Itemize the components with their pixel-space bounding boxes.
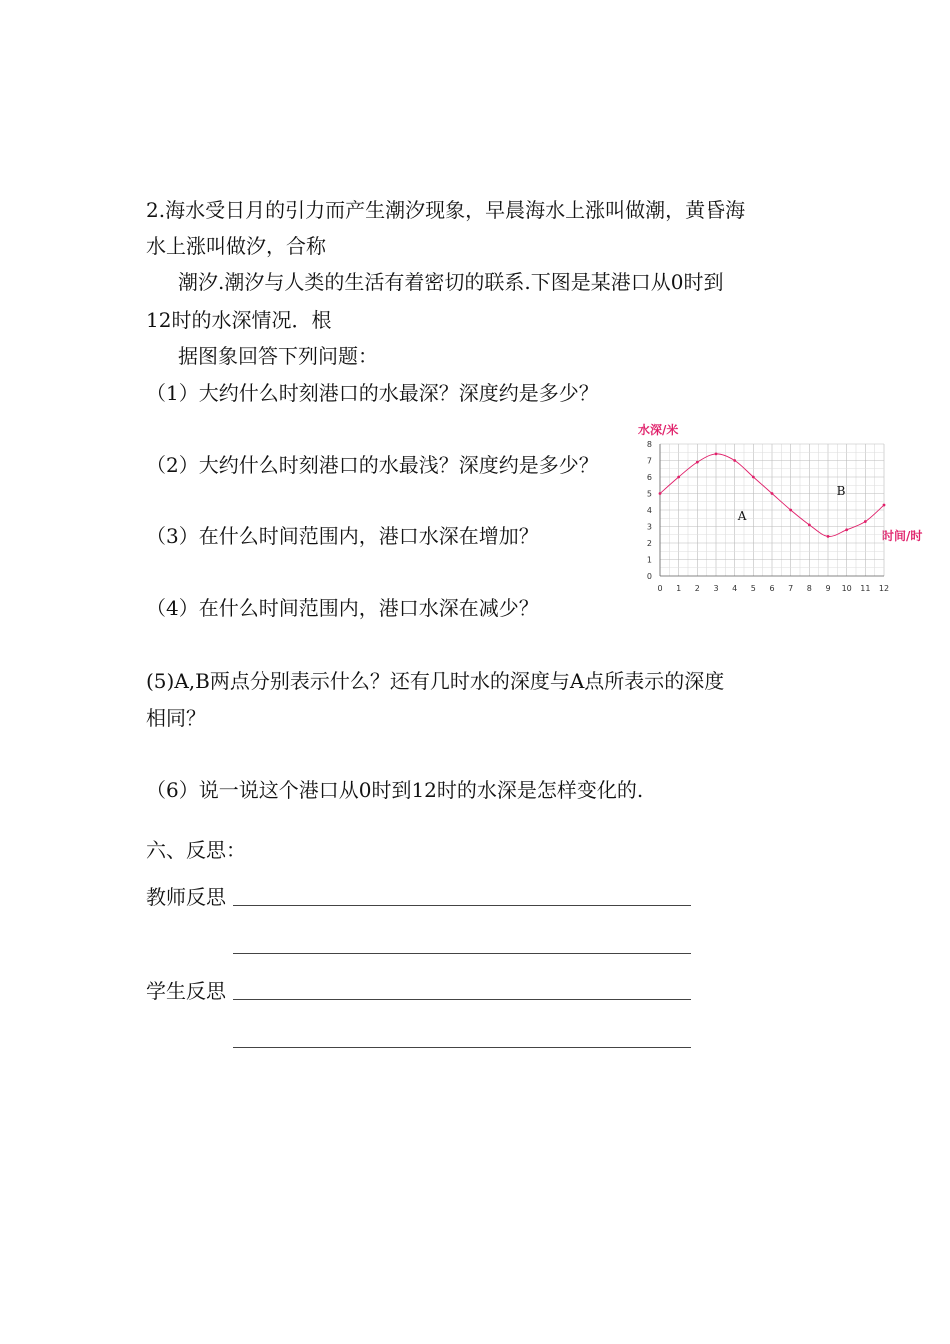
data-point: [883, 504, 886, 507]
y-tick-label: 6: [646, 473, 652, 482]
data-point: [808, 523, 811, 526]
x-tick-label: 5: [750, 584, 756, 593]
y-tick-label: 4: [646, 506, 652, 515]
data-point: [677, 476, 680, 479]
x-tick-label: 2: [694, 584, 700, 593]
student-reflection-line-2[interactable]: [233, 1047, 691, 1048]
data-point: [864, 520, 867, 523]
x-tick-label: 11: [860, 584, 871, 593]
x-tick-label: 7: [788, 584, 794, 593]
student-reflection-label: 学生反思: [146, 979, 226, 1003]
data-point: [752, 476, 755, 479]
x-tick-label: 12: [878, 584, 890, 593]
x-tick-label: 3: [713, 584, 719, 593]
x-tick-label: 0: [657, 584, 663, 593]
chart-grid: [660, 444, 884, 576]
teacher-reflection-label: 教师反思: [146, 885, 226, 909]
problem-line-4: 12时的水深情况．根: [146, 308, 332, 332]
y-axis-title: 水深/米: [638, 423, 679, 437]
y-tick-label: 2: [646, 539, 652, 548]
chart-tick-labels: [647, 440, 889, 593]
problem-line-5: 据图象回答下列问题：: [178, 344, 378, 368]
point-label-b: B: [836, 484, 846, 499]
y-tick-label: 5: [646, 489, 652, 499]
question-6: （6）说一说这个港口从0时到12时的水深是怎样变化的.: [146, 778, 644, 802]
x-tick-label: 10: [841, 584, 852, 593]
x-tick-label: 8: [806, 584, 812, 593]
problem-line-2: 水上涨叫做汐，合称: [146, 234, 326, 258]
y-tick-label: 3: [646, 522, 652, 532]
reflection-heading: 六、反思：: [146, 838, 246, 862]
point-label-a: A: [737, 508, 747, 523]
y-tick-label: 7: [646, 456, 652, 466]
y-tick-label: 0: [646, 572, 652, 581]
x-tick-label: 1: [676, 584, 682, 593]
data-point: [733, 459, 736, 462]
y-tick-label: 8: [646, 440, 652, 449]
x-tick-label: 9: [825, 584, 831, 593]
y-tick-label: 1: [646, 555, 652, 565]
data-point: [845, 528, 848, 531]
x-axis-title: 时间/时: [882, 529, 923, 543]
x-tick-label: 4: [732, 584, 738, 593]
teacher-reflection-line-1[interactable]: [233, 905, 691, 906]
question-4: （4）在什么时间范围内，港口水深在减少？: [146, 596, 539, 620]
data-point: [827, 535, 830, 538]
question-2: （2）大约什么时刻港口的水最浅？深度约是多少？: [146, 453, 599, 477]
question-3: （3）在什么时间范围内，港口水深在增加？: [146, 524, 539, 548]
data-point: [696, 461, 699, 464]
student-reflection-line-1[interactable]: [233, 999, 691, 1000]
data-point: [715, 453, 718, 456]
problem-line-3: 潮汐.潮汐与人类的生活有着密切的联系.下图是某港口从0时到: [178, 270, 724, 294]
data-point: [789, 509, 792, 512]
question-1: （1）大约什么时刻港口的水最深？深度约是多少？: [146, 381, 599, 405]
question-5-line-2: 相同？: [146, 706, 206, 730]
problem-line-1: 2.海水受日月的引力而产生潮汐现象，早晨海水上涨叫做潮，黄昏海: [146, 198, 746, 222]
teacher-reflection-line-2[interactable]: [233, 953, 691, 954]
question-5-line-1: (5)A,B两点分别表示什么？还有几时水的深度与A点所表示的深度: [146, 669, 725, 693]
data-point: [771, 492, 774, 495]
x-tick-label: 6: [769, 584, 775, 593]
water-depth-chart: [636, 420, 936, 600]
data-point: [659, 492, 662, 495]
